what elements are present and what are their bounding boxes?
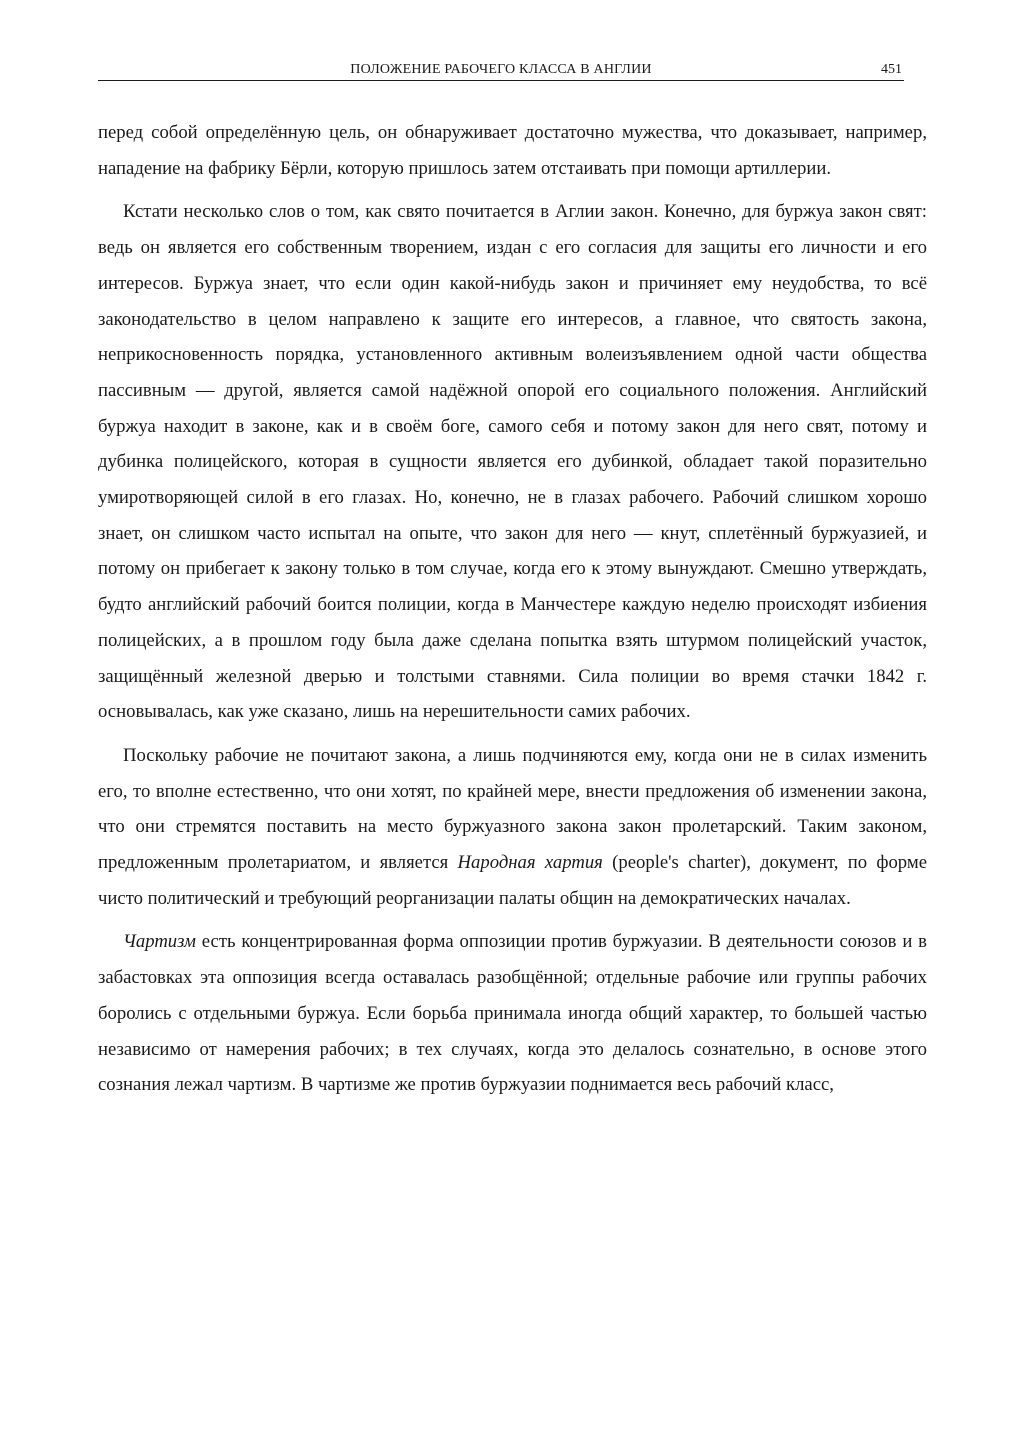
paragraph-3-text-before: Поскольку рабочие не почитают закона, а лишь подчиняются ему, когда они не в силах изменить его, то вполне естественно, что они хотят, по крайней мере, внести предложения об изменении закона, что они стремятся поставить на место буржуазного закона закон пролетарский. Таким законом, предложенным пролетариатом, и является — [98, 744, 927, 874]
paragraph-3 — [98, 738, 927, 917]
page-number: 451 — [881, 62, 902, 77]
paragraph-3-text-after: (people's charter), документ, по форме чисто политический и требующий реорганизации палаты общин на демократических началах. — [98, 852, 927, 909]
paragraph-4-text-after: есть концентрированная форма оппозиции против буржуазии. В деятельности союзов и в забастовках эта оппозиция всегда оставалась разобщённой; отдельные рабочие или группы рабочих боролись с отдельными буржуа. Если борьба принимала иногда общий характер, то большей частью независимо от намерения рабочих; в тех случаях, когда это делалось сознательно, в основе этого сознания лежал чартизм. В чартизме же против буржуазии поднимается весь рабочий класс, — [98, 931, 927, 1096]
body-text — [98, 115, 927, 1111]
paragraph-4-emphasis: Чартизм — [123, 931, 196, 953]
paragraph-3-emphasis: Народная хартия — [457, 852, 603, 874]
paragraph-4 — [98, 924, 927, 1103]
running-title: ПОЛОЖЕНИЕ РАБОЧЕГО КЛАССА В АНГЛИИ — [350, 62, 652, 77]
running-header — [98, 60, 904, 81]
paragraph-2: Кстати несколько слов о том, как свято почитается в Аглии закон. Конечно, для буржуа закон свят: ведь он является его собственным творением, издан с его согласия для защиты его личности и его интересов. Буржуа знает, что если один какой-нибудь закон и причиняет ему неудобства, то всё законодательство в целом направлено к защите его интересов, а главное, что святость закона, неприкосновенность порядка, установленного активным волеизъявлением одной части общества пассивным — другой, является самой надёжной опорой его социального положения. Английский буржуа находит в законе, как и в своём боге, самого себя и потому закон для него свят, потому и дубинка полицейского, которая в сущности является его дубинкой, обладает такой поразительно умиротворяющей силой в его глазах. Но, конечно, не в глазах рабочего. Рабочий слишком хорошо знает, он слишком часто испытал на опыте, что закон для него — кнут, сплетённый буржуазией, и потому он прибегает к закону только в том случае, когда его к этому вынуждают. Смешно утверждать, будто английский рабочий боится полиции, когда в Манчестере каждую неделю происходят избиения полицейских, а в прошлом году была даже сделана попытка взять штурмом полицейский участок, защищённый железной дверью и толстыми ставнями. Сила полиции во время стачки 1842 г. основывалась, как уже сказано, лишь на нерешительности самих рабочих. — [98, 201, 927, 723]
paragraph-1: перед собой определённую цель, он обнаруживает достаточно мужества, что доказывает, например, нападение на фабрику Бёрли, которую пришлось затем отстаивать при помощи артиллерии. — [98, 122, 927, 179]
